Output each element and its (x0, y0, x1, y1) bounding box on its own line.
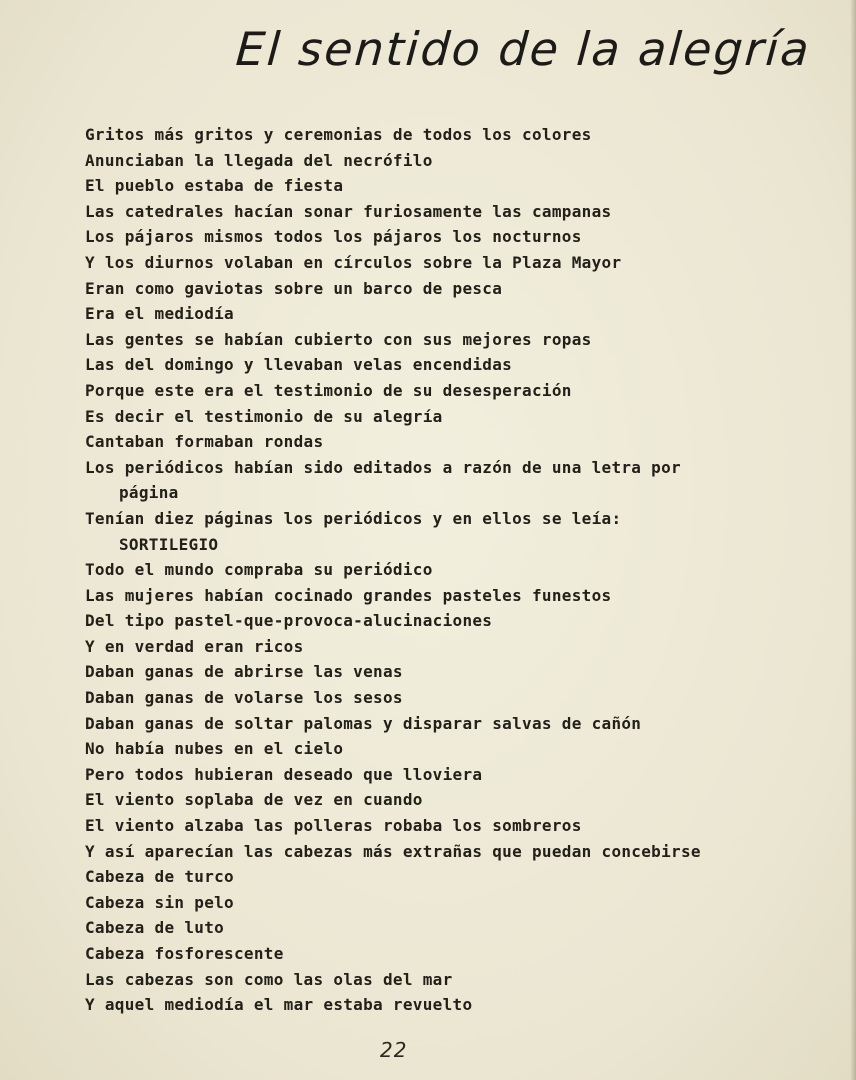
poem-line: Era el mediodía (85, 304, 234, 324)
poem-line: Del tipo pastel-que-provoca-alucinaciones (85, 611, 493, 631)
poem-line: El viento alzaba las polleras robaba los sombreros (85, 816, 582, 836)
poem-line: Daban ganas de soltar palomas y disparar salvas de cañón (85, 713, 642, 733)
poem-line: No había nubes en el cielo (85, 739, 344, 759)
poem-line: Daban ganas de abrirse las venas (85, 662, 403, 682)
poem-line: Gritos más gritos y ceremonias de todos los colores (85, 125, 592, 144)
poem-line: Daban ganas de volarse los sesos (85, 688, 403, 708)
poem-line: Las mujeres habían cocinado grandes pasteles funestos (85, 585, 612, 605)
poem-line: Y los diurnos volaban en círculos sobre la Plaza Mayor (85, 252, 622, 272)
poem-line: Los periódicos habían sido editados a razón de una letra por (85, 457, 681, 477)
poem-line: Cabeza de luto (85, 918, 225, 938)
poem-line: Cabeza sin pelo (85, 892, 234, 912)
poem-line: Y en verdad eran ricos (85, 636, 304, 656)
poem-line: Pero todos hubieran deseado que lloviera (85, 764, 483, 784)
poem-line-continuation: página (119, 483, 179, 503)
poem-line: Tenían diez páginas los periódicos y en ellos se leía: (85, 508, 622, 528)
poem-title: El sentido de la alegría (234, 22, 813, 76)
poem-line-sortilegio: SORTILEGIO (119, 534, 219, 554)
poem-line: Cabeza fosforescente (85, 944, 284, 963)
poem-line: Los pájaros mismos todos los pájaros los nocturnos (85, 227, 582, 247)
poem-line: Cantaban formaban rondas (85, 432, 324, 452)
poem-line: Y así aparecían las cabezas más extrañas que puedan concebirse (85, 841, 701, 861)
poem-line: Es decir el testimonio de su alegría (85, 406, 443, 426)
poem-line: Anunciaban la llegada del necrófilo (85, 150, 433, 170)
poem-line: Porque este era el testimonio de su desesperación (85, 380, 572, 400)
poem-line: Las del domingo y llevaban velas encendidas (85, 355, 513, 375)
poem-line: Todo el mundo compraba su periódico (85, 560, 433, 580)
poem-line: Y aquel mediodía el mar estaba revuelto (85, 995, 473, 1015)
poem-line: Eran como gaviotas sobre un barco de pesca (85, 278, 503, 298)
poem-line: El pueblo estaba de fiesta (85, 176, 344, 196)
poem-line: Las gentes se habían cubierto con sus mejores ropas (85, 329, 592, 349)
poem-body (85, 122, 701, 1018)
poem-line: El viento soplaba de vez en cuando (85, 790, 423, 810)
poem-line: Las cabezas son como las olas del mar (85, 969, 453, 989)
page-number: 22 (380, 1038, 408, 1062)
poem-line: Cabeza de turco (85, 867, 234, 887)
poem-line: Las catedrales hacían sonar furiosamente las campanas (85, 201, 612, 221)
